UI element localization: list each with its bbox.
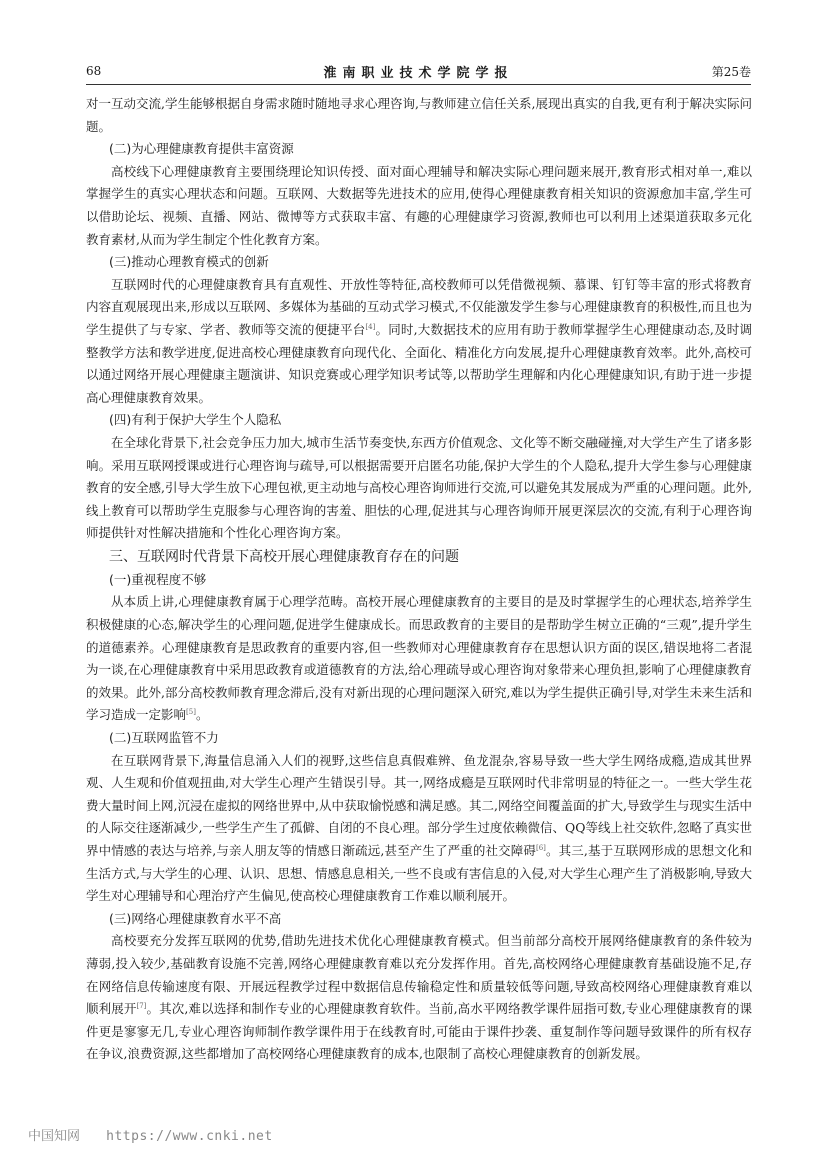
page-number: 68 (86, 64, 102, 78)
paragraph-text: 在互联网背景下,海量信息涌入人们的视野,这些信息真假难辨、鱼龙混杂,容易导致一些大学生网络成瘾,造成其世界观、人生观和价值观扭曲,对大学生心理产生错误引导。其一,网络成瘾是互联网时代非常明显的特征之一。一些大学生花费大量时间上网,沉浸在虚拟的网络世界中,从中获取愉悦感和满足感。其二,网络空间覆盖面的扩大,导致学生与现实生活中的人际交往逐渐减少,一些学生产生了孤僻、自闭的不良心理。部分学生过度依赖微信、QQ等线上社交软件,忽略了真实世界中情感的表达与培养,与亲人朋友等的情感日渐疏远,甚至产生了严重的社交障碍 (86, 752, 752, 858)
paragraph-text: 高校要充分发挥互联网的优势,借助先进技术优化心理健康教育模式。但当前部分高校开展网络健康教育的条件较为薄弱,投入较少,基础教育设施不完善,网络心理健康教育难以充分发挥作用。首先,高校网络心理健康教育基础设施不足,存在网络信息传输速度有限、开展远程教学过程中数据信息传输稳定性和质量较低等问题,导致高校网络心理健康教育难以顺利展开 (86, 933, 752, 1017)
paragraph-text: 。同时,大数据技术的应用有助于教师掌握学生心理健康动态,及时调整教学方法和教学进度,促进高校心理健康教育向现代化、全面化、精准化方向发展,提升心理健康教育效率。此外,高校可以通过网络开展心理健康主题演讲、知识竞赛或心理学知识考试等,以帮助学生理解和内化心理健康知识,有助于进一步提高心理健康教育效果。 (86, 321, 752, 405)
subsection-heading: (二)互联网监管不力 (109, 730, 219, 746)
paragraph: 在全球化背景下,社会竞争压力加大,城市生活节奏变快,东西方价值观念、文化等不断交融碰撞,对大学生产生了诸多影响。采用互联网授课或进行心理咨询与疏导,可以根据需要开启匿名功能,保护大学生的个人隐私,提升大学生参与心理健康教育的安全感,引导大学生放下心理包袱,更主动地与高校心理咨询师进行交流,可以避免其发展成为严重的心理问题。此外,线上教育可以帮助学生克服参与心理咨询的害羞、胆怯的心理,促进其与心理咨询师开展更深层次的交流,有利于心理咨询师提供针对性解决措施和个性化心理咨询方案。 (86, 434, 752, 541)
paragraph (86, 274, 752, 410)
subsection-heading: (三)推动心理教育模式的创新 (109, 254, 269, 270)
citation-ref[interactable]: [4] (365, 322, 376, 331)
article-body (86, 93, 752, 1066)
cnki-watermark (28, 1125, 295, 1144)
volume-label: 第25卷 (711, 65, 751, 79)
paragraph (86, 750, 752, 908)
paragraph (86, 591, 752, 727)
paragraph-text: 从本质上讲,心理健康教育属于心理学范畴。高校开展心理健康教育的主要目的是及时掌握学生的心理状态,培养学生积极健康的心态,解决学生的心理问题,促进学生健康成长。而思政教育的主要目的是帮助学生树立正确的“三观”,提升学生的道德素养。心理健康教育是思政教育的重要内容,但一些教师对心理健康教育存在思想认识方面的误区,错误地将二者混为一谈,在心理健康教育中采用思政教育或道德教育的方法,给心理疏导或心理咨询对象带来心理负担,影响了心理健康教育的效果。此外,部分高校教师教育理念滞后,没有对新出现的心理问题深入研究,难以为学生提供正确引导,对学生未来生活和学习造成一定影响 (86, 594, 752, 723)
paragraph: 对一互动交流,学生能够根据自身需求随时随地寻求心理咨询,与教师建立信任关系,展现出真实的自我,更有利于解决实际问题。 (86, 96, 752, 134)
subsection-heading: (二)为心理健康教育提供丰富资源 (109, 141, 294, 157)
paragraph-text: 互联网时代的心理健康教育具有直观性、开放性等特征,高校教师可以凭借微视频、慕课、钉钉等丰富的形式将教育内容直观展现出来,形成以互联网、多媒体为基础的互动式学习模式,不仅能激发学生参与心理健康教育的积极性,而且也为学生提供了与专家、学者、教师等交流的便捷平台 (86, 276, 752, 337)
citation-ref[interactable]: [7] (136, 1002, 147, 1010)
running-header (86, 58, 751, 85)
paragraph-text: 。 (195, 707, 209, 723)
subsection-heading: (一)重视程度不够 (109, 571, 207, 587)
paragraph (86, 930, 752, 1066)
subsection-heading: (四)有利于保护大学生个人隐私 (109, 412, 282, 428)
section-heading: 三、互联网时代背景下高校开展心理健康教育存在的问题 (109, 548, 459, 565)
citation-ref[interactable]: [5] (186, 708, 196, 717)
paragraph-text: 。其三,基于互联网形成的思想文化和生活方式,与大学生的心理、认识、思想、情感息息相关,一些不良或有害信息的入侵,对大学生心理产生了消极影响,导致大学生对心理辅导和心理治疗产生偏见,使高校心理健康教育工作难以顺利展开。 (86, 843, 752, 904)
journal-title: 淮南职业技术学院学报 (323, 66, 514, 81)
watermark-name: 中国知网 (28, 1129, 81, 1144)
paragraph-text: 。其次,难以选择和制作专业的心理健康教育软件。当前,高水平网络教学课件屈指可数,专业心理健康教育的课件更是寥寥无几,专业心理咨询师制作教学课件用于在线教育时,可能由于课件抄袭、重复制作等问题导致课件的所有权存在争议,浪费资源,这些都增加了高校网络心理健康教育的成本,也限制了高校心理健康教育的创新发展。 (86, 1001, 752, 1062)
subsection-heading: (三)网络心理健康教育水平不高 (109, 910, 282, 926)
paragraph: 高校线下心理健康教育主要围绕理论知识传授、面对面心理辅导和解决实际心理问题来展开,教育形式相对单一,难以掌握学生的真实心理状态和问题。互联网、大数据等先进技术的应用,使得心理健康教育相关知识的资源愈加丰富,学生可以借助论坛、视频、直播、网站、微博等方式获取丰富、有趣的心理健康学习资源,教师也可以利用上述渠道获取多元化教育素材,从而为学生制定个性化教育方案。 (86, 163, 752, 247)
citation-ref[interactable]: [6] (536, 843, 546, 852)
watermark-url[interactable]: https://www.cnki.net (106, 1129, 273, 1144)
